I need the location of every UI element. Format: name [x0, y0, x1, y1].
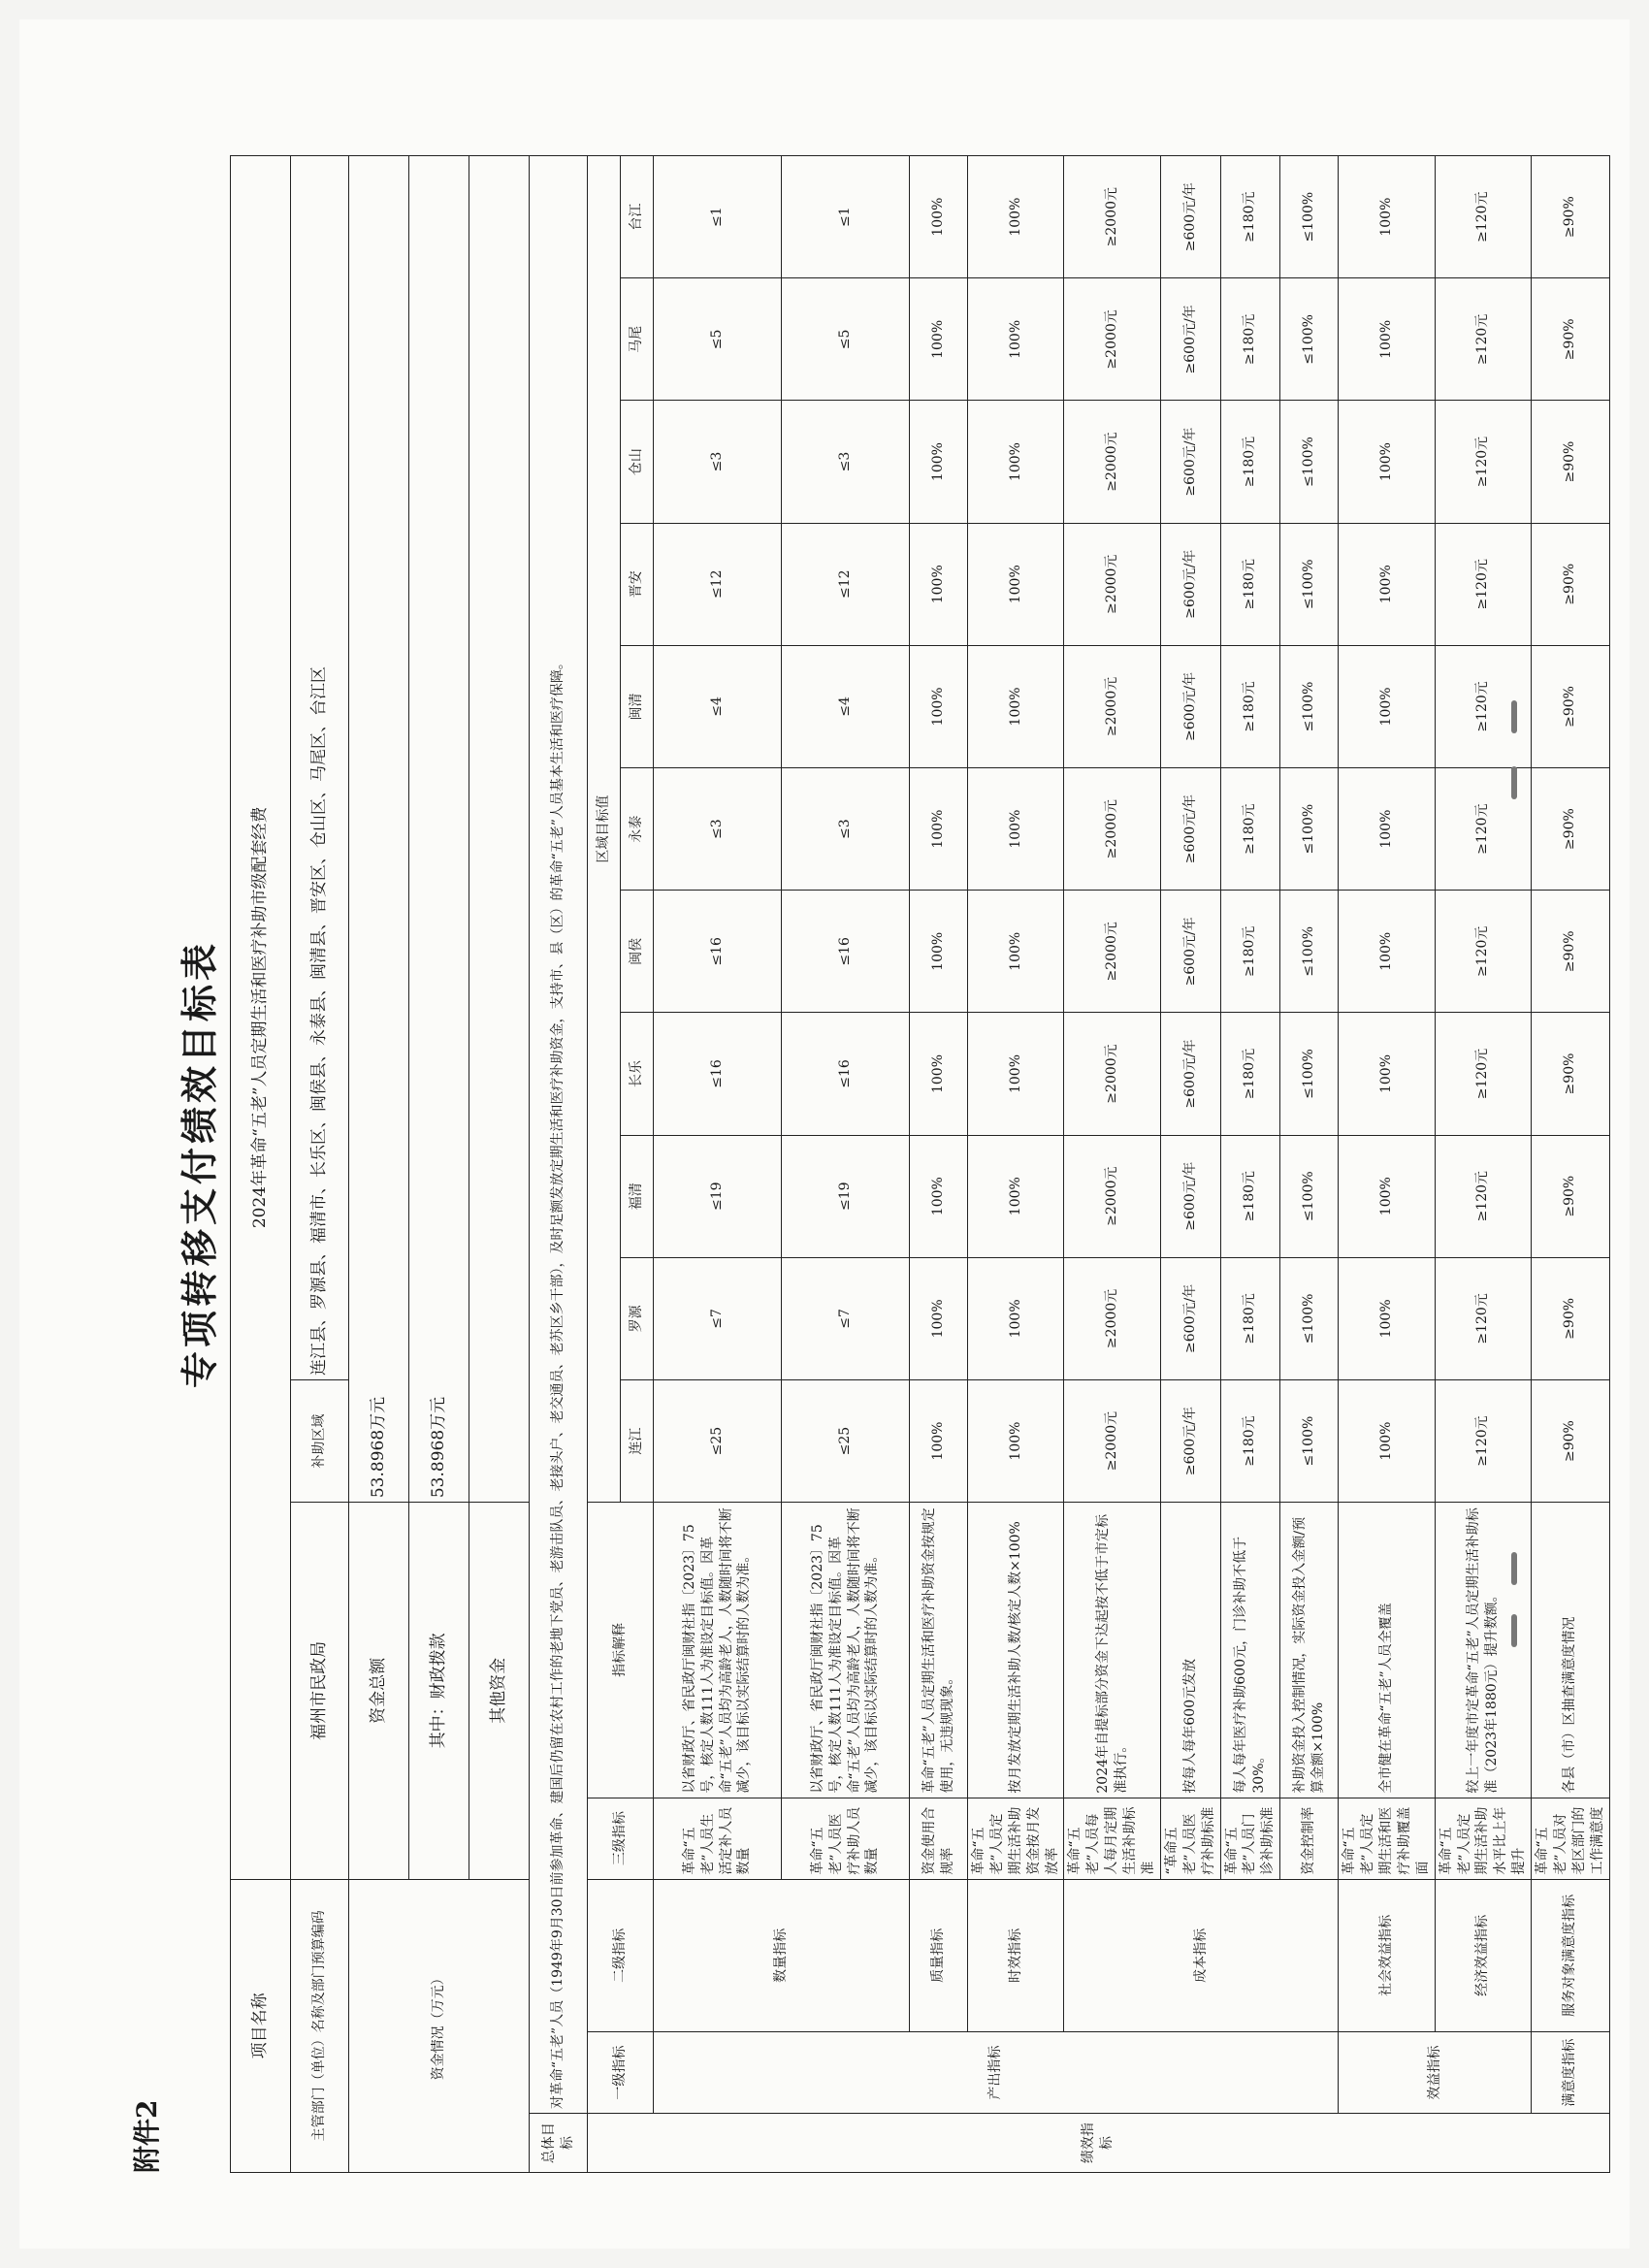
value-cell: 100%: [1339, 645, 1435, 767]
value-cell: ≥600元/年: [1160, 1379, 1220, 1502]
value-cell: ≥600元/年: [1160, 768, 1220, 891]
value-cell: 100%: [968, 768, 1064, 891]
project-name-value: 2024年革命“五老”人员定期生活和医疗补助市级配套经费: [231, 156, 291, 1880]
explanation-header: 指标解释: [588, 1503, 654, 1798]
value-cell: ≤19: [782, 1135, 910, 1257]
fiscal-value: 53.8968万元: [409, 156, 469, 1503]
value-cell: ≥90%: [1532, 1135, 1610, 1257]
level3-cell: 革命“五老”人员门诊补助标准: [1220, 1798, 1280, 1879]
explanation-cell: 按每人每年600元发放: [1160, 1503, 1220, 1798]
value-cell: ≤3: [654, 768, 782, 891]
value-cell: 100%: [910, 1379, 968, 1502]
dept-value: 福州市民政局: [291, 1503, 349, 1879]
level2-cell: 时效指标: [968, 1879, 1064, 2032]
value-cell: ≥600元/年: [1160, 278, 1220, 401]
level3-cell: 革命“五老”人员定期生活补助资金按月发放率: [968, 1798, 1064, 1879]
explanation-cell: 按月发放定期生活补助人数/核定人数×100%: [968, 1503, 1064, 1798]
perf-label: 绩效指标: [588, 2114, 1610, 2173]
value-cell: ≥2000元: [1064, 278, 1160, 401]
indicator-row: [910, 156, 968, 2173]
form-title: 专项转移支付绩效目标表: [178, 940, 221, 1389]
total-funds-value: 53.8968万元: [349, 156, 409, 1503]
value-cell: ≥180元: [1220, 523, 1280, 645]
level3-cell: 革命“五老”人员每人每月定期生活补助标准: [1064, 1798, 1160, 1879]
value-cell: 100%: [910, 523, 968, 645]
region-header: 仓山: [621, 401, 654, 523]
level2-cell: 质量指标: [910, 1879, 968, 2032]
value-cell: ≥2000元: [1064, 156, 1160, 278]
value-cell: ≥600元/年: [1160, 1257, 1220, 1379]
level3-cell: “革命五老”人员医疗补助标准: [1160, 1798, 1220, 1879]
value-cell: ≥600元/年: [1160, 1135, 1220, 1257]
value-cell: ≤100%: [1280, 401, 1339, 523]
value-cell: ≥2000元: [1064, 1257, 1160, 1379]
value-cell: ≥90%: [1532, 1379, 1610, 1502]
value-cell: ≥120元: [1435, 1013, 1531, 1135]
value-cell: ≤100%: [1280, 1257, 1339, 1379]
performance-table: [230, 155, 1610, 2173]
indicator-row: [1532, 156, 1610, 2173]
value-cell: ≥90%: [1532, 1257, 1610, 1379]
value-cell: ≥120元: [1435, 645, 1531, 767]
value-cell: 100%: [910, 156, 968, 278]
region-header: 罗源: [621, 1257, 654, 1379]
region-header: 永泰: [621, 768, 654, 891]
value-cell: ≤100%: [1280, 1013, 1339, 1135]
region-values-header: 区域目标值: [588, 156, 621, 1503]
value-cell: 100%: [910, 401, 968, 523]
value-cell: 100%: [910, 1013, 968, 1135]
value-cell: ≤100%: [1280, 768, 1339, 891]
level1-benefit: 效益指标: [1339, 2032, 1532, 2114]
value-cell: 100%: [968, 645, 1064, 767]
other-funds-label: 其他资金: [469, 1503, 530, 1879]
level2-header: 二级指标: [588, 1879, 654, 2032]
value-cell: ≥90%: [1532, 768, 1610, 891]
value-cell: ≥180元: [1220, 156, 1280, 278]
value-cell: ≥90%: [1532, 523, 1610, 645]
value-cell: 100%: [968, 1257, 1064, 1379]
value-cell: ≤100%: [1280, 1379, 1339, 1502]
fiscal-label: [409, 1503, 469, 1879]
region-header: 台江: [621, 156, 654, 278]
subsidy-region-value: 连江县、罗源县、福清市、长乐区、闽侯县、永泰县、闽清县、晋安区、仓山区、马尾区、台江区: [291, 156, 349, 1380]
level1-satisfaction: 满意度指标: [1532, 2032, 1610, 2114]
explanation-cell: 全市健在革命“五老”人员全覆盖: [1339, 1503, 1435, 1798]
value-cell: ≤100%: [1280, 1135, 1339, 1257]
value-cell: ≥2000元: [1064, 891, 1160, 1013]
value-cell: ≥600元/年: [1160, 401, 1220, 523]
value-cell: ≥180元: [1220, 1135, 1280, 1257]
value-cell: ≥2000元: [1064, 645, 1160, 767]
value-cell: 100%: [1339, 1379, 1435, 1502]
value-cell: 100%: [968, 278, 1064, 401]
level2-cell: 数量指标: [654, 1879, 910, 2032]
value-cell: ≥90%: [1532, 278, 1610, 401]
level1-header: 一级指标: [588, 2032, 654, 2114]
explanation-cell: 以省财政厅、省民政厅闽财社指〔2023〕75号，核定人数111人为准设定目标值。因革命“五老”人员均为高龄老人，人数随时间将不断减少，该目标以实际结算时的人数为准。: [654, 1503, 782, 1798]
value-cell: ≥120元: [1435, 278, 1531, 401]
explanation-cell: 每人每年医疗补助600元，门诊补助不低于30%。: [1220, 1503, 1280, 1798]
overall-goal-text: 对革命“五老”人员（1949年9月30日前参加革命、建国后仍留在农村工作的老地下党员、老游击队员、老接头户、老交通员、老苏区乡干部），及时足额发放定期生活和医疗补助资金，支持市、县（区）的革命“五老”人员基本生活和医疗保障。: [530, 156, 588, 2114]
row-dept: [291, 156, 349, 2173]
indicator-row: [1064, 156, 1160, 2173]
indicator-row: [1280, 156, 1339, 2173]
value-cell: ≥90%: [1532, 891, 1610, 1013]
value-cell: ≤100%: [1280, 156, 1339, 278]
value-cell: 100%: [910, 768, 968, 891]
value-cell: 100%: [968, 1379, 1064, 1502]
explanation-cell: 革命“五老”人员定期生活和医疗补助资金按规定使用，无违规现象。: [910, 1503, 968, 1798]
value-cell: ≤4: [654, 645, 782, 767]
value-cell: ≤5: [654, 278, 782, 401]
value-cell: ≥2000元: [1064, 768, 1160, 891]
fiscal-label-text: 财政拨款: [429, 1633, 449, 1700]
value-cell: ≥120元: [1435, 1379, 1531, 1502]
row-project-name: [231, 156, 291, 2173]
value-cell: ≥600元/年: [1160, 523, 1220, 645]
value-cell: 100%: [1339, 1013, 1435, 1135]
value-cell: ≤25: [654, 1379, 782, 1502]
value-cell: ≤100%: [1280, 891, 1339, 1013]
value-cell: 100%: [910, 1257, 968, 1379]
region-header: 闽清: [621, 645, 654, 767]
region-header: 晋安: [621, 523, 654, 645]
level3-cell: 资金使用合规率: [910, 1798, 968, 1879]
value-cell: ≥180元: [1220, 278, 1280, 401]
value-cell: ≥600元/年: [1160, 1013, 1220, 1135]
value-cell: ≥120元: [1435, 523, 1531, 645]
value-cell: ≥2000元: [1064, 1013, 1160, 1135]
value-cell: ≥120元: [1435, 1257, 1531, 1379]
value-cell: ≥2000元: [1064, 1379, 1160, 1502]
explanation-cell: 补助资金投入控制情况，实际资金投入金额/预算金额×100%: [1280, 1503, 1339, 1798]
value-cell: ≤16: [782, 1013, 910, 1135]
dept-label: 主管部门（单位）名称及部门预算编码: [291, 1879, 349, 2172]
fiscal-prefix: 其中：: [429, 1699, 449, 1749]
level2-cell: 服务对象满意度指标: [1532, 1879, 1610, 2032]
value-cell: 100%: [1339, 156, 1435, 278]
row-other-funds: [469, 156, 530, 2173]
value-cell: 100%: [910, 891, 968, 1013]
value-cell: 100%: [1339, 1257, 1435, 1379]
level1-output: 产出指标: [654, 2032, 1339, 2114]
explanation-cell: 2024年自提标部分资金下达起按不低于市定标准执行。: [1064, 1503, 1160, 1798]
level2-cell: 成本指标: [1064, 1879, 1339, 2032]
value-cell: ≥600元/年: [1160, 891, 1220, 1013]
value-cell: 100%: [968, 156, 1064, 278]
value-cell: 100%: [1339, 278, 1435, 401]
value-cell: ≤16: [654, 891, 782, 1013]
indicator-row: [1220, 156, 1280, 2173]
subsidy-region-label: 补助区域: [291, 1379, 349, 1502]
value-cell: 100%: [1339, 1135, 1435, 1257]
row-overall-goal: [530, 156, 588, 2173]
indicator-row: [968, 156, 1064, 2173]
value-cell: 100%: [968, 523, 1064, 645]
staple-mark: [1511, 1552, 1517, 1585]
explanation-cell: 各县（市）区抽查满意度情况: [1532, 1503, 1610, 1798]
indicator-row: [782, 156, 910, 2173]
level3-cell: 革命“五老”人员医疗补助人员数量: [782, 1798, 910, 1879]
level3-cell: 革命“五老”人员定期生活和医疗补助覆盖面: [1339, 1798, 1435, 1879]
value-cell: 100%: [910, 645, 968, 767]
value-cell: ≤3: [654, 401, 782, 523]
region-header: 长乐: [621, 1013, 654, 1135]
value-cell: 100%: [968, 401, 1064, 523]
project-name-label: 项目名称: [231, 1879, 291, 2172]
value-cell: 100%: [1339, 401, 1435, 523]
value-cell: 100%: [968, 1135, 1064, 1257]
value-cell: ≥120元: [1435, 156, 1531, 278]
value-cell: ≤12: [654, 523, 782, 645]
value-cell: ≤3: [782, 768, 910, 891]
level3-cell: 资金控制率: [1280, 1798, 1339, 1879]
value-cell: ≤100%: [1280, 523, 1339, 645]
value-cell: ≥90%: [1532, 156, 1610, 278]
staple-mark: [1511, 1614, 1517, 1647]
region-header: 福清: [621, 1135, 654, 1257]
level2-cell: 经济效益指标: [1435, 1879, 1531, 2032]
value-cell: 100%: [1339, 891, 1435, 1013]
value-cell: ≥180元: [1220, 1013, 1280, 1135]
level3-cell: 革命“五老”人员对老区部门的工作满意度: [1532, 1798, 1610, 1879]
value-cell: 100%: [1339, 523, 1435, 645]
indicator-row: [1339, 156, 1435, 2173]
value-cell: ≥120元: [1435, 401, 1531, 523]
region-header: 闽侯: [621, 891, 654, 1013]
staple-mark: [1511, 700, 1517, 733]
row-fiscal: [409, 156, 469, 2173]
rotated-form: [170, 155, 1605, 2173]
indicator-row: [1435, 156, 1531, 2173]
value-cell: ≤100%: [1280, 278, 1339, 401]
value-cell: ≥2000元: [1064, 401, 1160, 523]
value-cell: ≥180元: [1220, 768, 1280, 891]
value-cell: ≥600元/年: [1160, 156, 1220, 278]
value-cell: 100%: [968, 891, 1064, 1013]
value-cell: ≤3: [782, 401, 910, 523]
value-cell: 100%: [1339, 768, 1435, 891]
level3-cell: 革命“五老”人员定期生活补助水平比上年提升: [1435, 1798, 1531, 1879]
value-cell: ≤1: [654, 156, 782, 278]
value-cell: ≥180元: [1220, 891, 1280, 1013]
value-cell: ≤7: [654, 1257, 782, 1379]
level2-cell: 社会效益指标: [1339, 1879, 1435, 2032]
value-cell: ≥2000元: [1064, 1135, 1160, 1257]
explanation-cell: 较上一年度市定革命“五老”人员定期生活补助标准（2023年1880元）提升数额。: [1435, 1503, 1531, 1798]
row-header-1: [588, 156, 621, 2173]
value-cell: ≤25: [782, 1379, 910, 1502]
value-cell: ≤7: [782, 1257, 910, 1379]
value-cell: ≥180元: [1220, 1379, 1280, 1502]
level3-cell: 革命“五老”人员生活定补人员数量: [654, 1798, 782, 1879]
value-cell: ≥120元: [1435, 768, 1531, 891]
annex-label: 附件2: [131, 2099, 163, 2173]
value-cell: ≥180元: [1220, 645, 1280, 767]
value-cell: ≤16: [654, 1013, 782, 1135]
row-total-funds: [349, 156, 409, 2173]
value-cell: ≤5: [782, 278, 910, 401]
level3-header: 三级指标: [588, 1798, 654, 1879]
total-funds-label: 资金总额: [349, 1503, 409, 1879]
region-header: 连江: [621, 1379, 654, 1502]
value-cell: ≤4: [782, 645, 910, 767]
value-cell: ≥90%: [1532, 645, 1610, 767]
indicator-row: [1160, 156, 1220, 2173]
indicator-row: [654, 156, 782, 2173]
value-cell: ≤1: [782, 156, 910, 278]
value-cell: ≤100%: [1280, 645, 1339, 767]
overall-goal-label: 总体目标: [530, 2114, 588, 2173]
other-funds-value: [469, 156, 530, 1503]
value-cell: ≥90%: [1532, 401, 1610, 523]
value-cell: 100%: [910, 278, 968, 401]
value-cell: ≥600元/年: [1160, 645, 1220, 767]
value-cell: ≥90%: [1532, 1013, 1610, 1135]
value-cell: 100%: [910, 1135, 968, 1257]
value-cell: 100%: [968, 1013, 1064, 1135]
value-cell: ≤16: [782, 891, 910, 1013]
explanation-cell: 以省财政厅、省民政厅闽财社指〔2023〕75号，核定人数111人为准设定目标值。因革命“五老”人员均为高龄老人，人数随时间将不断减少，该目标以实际结算时的人数为准。: [782, 1503, 910, 1798]
value-cell: ≤12: [782, 523, 910, 645]
staple-mark: [1511, 766, 1517, 799]
value-cell: ≥180元: [1220, 401, 1280, 523]
value-cell: ≤19: [654, 1135, 782, 1257]
value-cell: ≥120元: [1435, 891, 1531, 1013]
region-header: 马尾: [621, 278, 654, 401]
value-cell: ≥120元: [1435, 1135, 1531, 1257]
funds-label: 资金情况（万元）: [349, 1879, 530, 2172]
value-cell: ≥180元: [1220, 1257, 1280, 1379]
value-cell: ≥2000元: [1064, 523, 1160, 645]
